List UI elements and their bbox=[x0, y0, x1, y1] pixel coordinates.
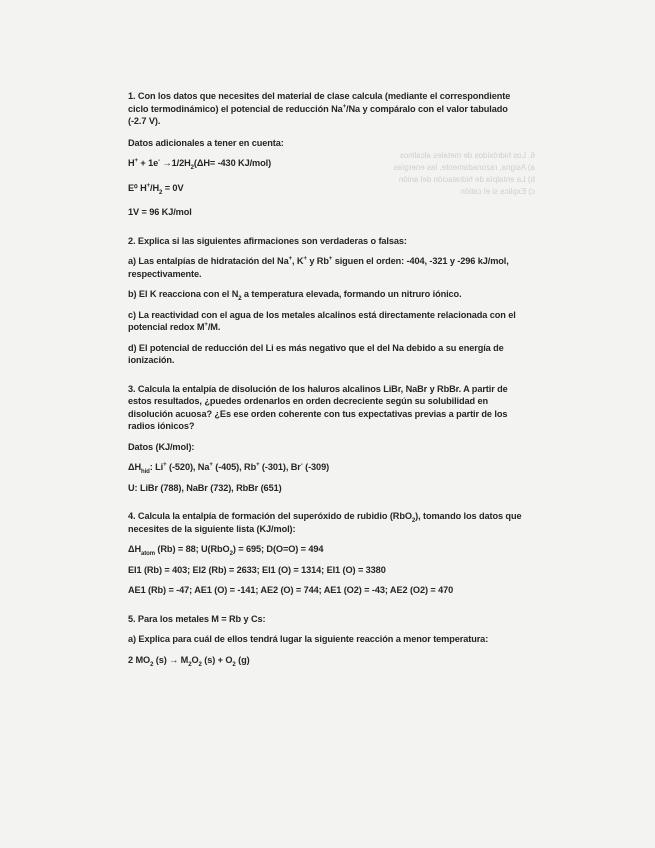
question-4-data-2: EI1 (Rb) = 403; EI2 (Rb) = 2633; EI1 (O) = 1314; EI1 (O) = 3380 bbox=[128, 564, 386, 575]
question-2-item-a: a) Las entalpías de hidratación del Na+, K+ y Rb+ siguen el orden: -404, -321 y -296 kJ/mol, respectivamente. bbox=[128, 255, 509, 279]
question-2-item-d: d) El potencial de reducción del Li es más negativo que el del Na debido a su energía de ionización. bbox=[128, 342, 504, 365]
question-1-data-2: E⁰ $H^+/H_2 = 0V$ bbox=[128, 182, 184, 196]
question-1-subtitle: Datos adicionales a tener en cuenta: bbox=[128, 137, 284, 148]
question-2-title: 2. Explica si las siguientes afirmaciones son verdaderas o falsas: bbox=[128, 235, 407, 246]
ghost-line: 6. Los hidróxidos de metales alcalinos bbox=[399, 151, 535, 160]
ghost-line: c) Explica si el catión bbox=[460, 187, 535, 196]
question-1-data-3: 1V = 96 KJ/mol bbox=[128, 207, 192, 217]
question-1-data-1: $H^+ + 1e^- \to 1/2H_2(\Delta H= -430$ KJ/mol) bbox=[128, 157, 272, 171]
exercise-sheet bbox=[128, 90, 528, 674]
question-2-item-b: b) El K reacciona con el $N_2$ a temperatura elevada, formando un nitruro iónico. bbox=[128, 289, 462, 302]
question-4-title: 4. Calcula la entalpía de formación del superóxido de rubidio (RbO$_2$), tomando los datos que necesites de la siguiente lista (KJ/mol): bbox=[128, 511, 522, 534]
question-3-hydration: $\Delta H_{hid}$: Li+ (-520), Na+ (-405), Rb+ (-301), Br- (-309) bbox=[128, 461, 330, 475]
question-3-data-label: Datos (KJ/mol): bbox=[128, 441, 195, 452]
question-5-item-a: a) Explica para cuál de ellos tendrá lugar la siguiente reacción a menor temperatura: bbox=[128, 634, 489, 644]
question-3-title: 3. Calcula la entalpía de disolución de los haluros alcalinos LiBr, NaBr y RbBr. A partir de estos resultados, ¿puedes ordenarlos en orden decreciente según su solubilidad en disolución acuosa? ¿Es ese orden coherente con tus expectativas previas a partir de los radios iónicos? bbox=[128, 383, 508, 431]
question-2-item-c: c) La reactividad con el agua de los metales alcalinos está directamente relacionada con el potencial redox M+/M. bbox=[128, 309, 516, 332]
question-4-data-3: AE1 (Rb) = -47; AE1 (O) = -141; AE2 (O) = 744; AE1 (O2) = -43; AE2 (O2) = 470 bbox=[128, 585, 454, 595]
question-1-title: 1. Con los datos que necesites del material de clase calcula (mediante el correspondiente ciclo termodinámico) el potencial de reducción Na+/Na y compáralo con el valor tabulado (-2.7 V). bbox=[128, 91, 511, 126]
question-5-reaction: 2 $MO_2$ $(s) \to M_2O_2$ $(s) + O_2$ (g) bbox=[128, 654, 250, 668]
ghost-line: a) Asigna, razonadamente, las energías bbox=[393, 163, 535, 172]
question-5-title: 5. Para los metales M = Rb y Cs: bbox=[128, 613, 266, 624]
ghost-line: b) La entalpía de hidratación del anión bbox=[398, 175, 535, 184]
question-4-data-1: $\Delta H_{atom}$ (Rb) = 88; U(RbO$_2$) = 695; D(O=O) = 494 bbox=[128, 544, 324, 557]
question-3-lattice: U: LiBr (788), NaBr (732), RbBr (651) bbox=[128, 482, 282, 493]
